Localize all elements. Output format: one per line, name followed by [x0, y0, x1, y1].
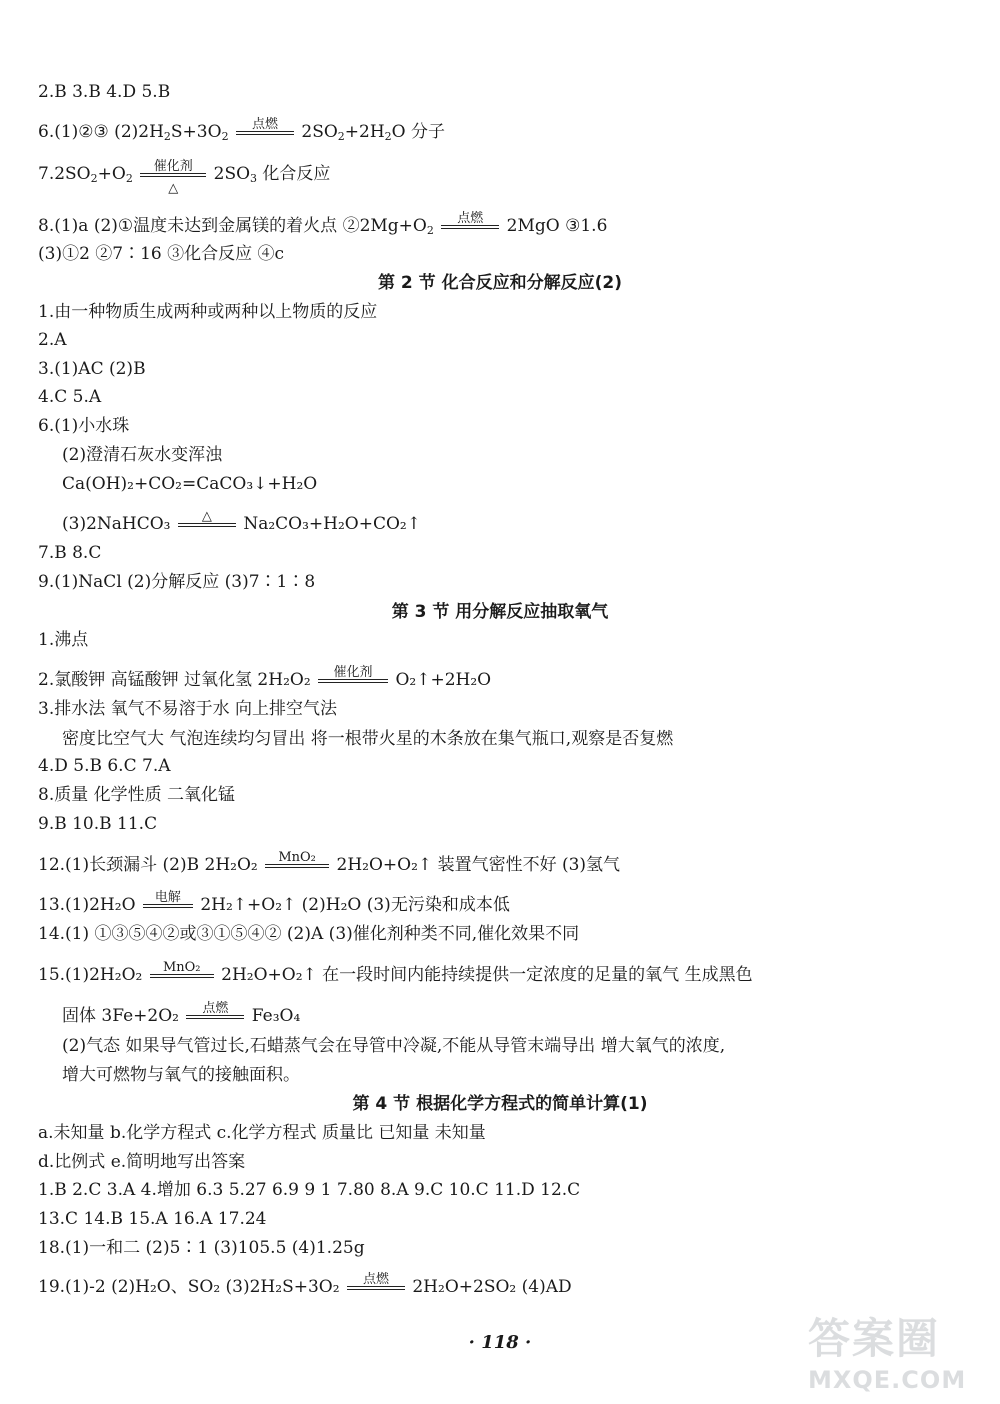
reaction-condition: 点燃	[186, 1005, 244, 1029]
reaction-condition: 点燃	[236, 121, 294, 145]
answer-line: Ca(OH)₂+CO₂=CaCO₃↓+H₂O	[62, 474, 318, 494]
reaction-condition: 催化剂	[318, 669, 388, 693]
answer-line: (3)2NaHCO₃ △ Na₂CO₃+H₂O+CO₂↑	[62, 512, 421, 537]
answer-line: 9.B 10.B 11.C	[38, 814, 158, 834]
answer-line: 18.(1)一和二 (2)5∶1 (3)105.5 (4)1.25g	[38, 1238, 365, 1258]
reaction-condition: △	[178, 513, 236, 537]
answer-line: a.未知量 b.化学方程式 c.化学方程式 质量比 已知量 未知量	[38, 1123, 486, 1143]
answer-line: 3.(1)AC (2)B	[38, 359, 146, 379]
answer-line: 密度比空气大 气泡连续均匀冒出 将一根带火星的木条放在集气瓶口,观察是否复燃	[62, 729, 674, 749]
watermark-logo: 答案圈 MXQE.COM	[808, 1314, 967, 1394]
answer-line: 1.沸点	[38, 630, 89, 650]
answer-line: 8.(1)a (2)①温度未达到金属镁的着火点 $②2Mg+O_2$ 点燃 2MgO ③1.6	[38, 210, 608, 237]
answer-line: 3.排水法 氧气不易溶于水 向上排空气法	[38, 699, 338, 719]
answer-line: 14.(1) ①③⑤④②或③①⑤④② (2)A (3)催化剂种类不同,催化效果不同	[38, 924, 580, 944]
answer-line: 13.C 14.B 15.A 16.A 17.24	[38, 1209, 267, 1229]
answer-line: (2)气态 如果导气管过长,石蜡蒸气会在导管中冷凝,不能从导管末端导出 增大氧气的浓度,	[62, 1036, 726, 1056]
answer-line: 7.B 8.C	[38, 543, 102, 563]
page-number: · 118 ·	[468, 1332, 532, 1353]
reaction-condition: 点燃	[347, 1276, 405, 1300]
answer-line: 9.(1)NaCl (2)分解反应 (3)7∶1∶8	[38, 572, 316, 592]
answer-line: 增大可燃物与氧气的接触面积。	[62, 1065, 300, 1085]
answer-line: 19.(1)-2 (2)H₂O、SO₂ (3)2H₂S+3O₂ 点燃 2H₂O+2SO₂ (4)AD	[38, 1275, 572, 1300]
answer-line: 8.质量 化学性质 二氧化锰	[38, 785, 236, 805]
reaction-condition: MnO₂	[150, 964, 214, 988]
section-heading: 第 4 节 根据化学方程式的简单计算(1)	[352, 1094, 648, 1114]
reaction-condition: MnO₂	[265, 854, 329, 878]
answer-line: 固体 3Fe+2O₂ 点燃 Fe₃O₄	[62, 1004, 300, 1029]
section-heading: 第 2 节 化合反应和分解反应(2)	[378, 273, 622, 293]
answer-line: 13.(1)2H₂O 电解 2H₂↑+O₂↑ (2)H₂O (3)无污染和成本低	[38, 893, 510, 918]
answer-line: 4.C 5.A	[38, 387, 102, 407]
reaction-condition: 电解	[143, 894, 193, 918]
answer-line: 6.(1)②③ $(2)2H_2S+3O_2$ 点燃 $2SO_2+2H_2O$ 分子	[38, 116, 446, 143]
answer-line: (3)①2 ②7∶16 ③化合反应 ④c	[38, 244, 285, 264]
reaction-condition: 点燃	[441, 215, 499, 239]
answer-line: 4.D 5.B 6.C 7.A	[38, 756, 171, 776]
answer-line: 6.(1)小水珠	[38, 416, 130, 436]
section-heading: 第 3 节 用分解反应抽取氧气	[391, 602, 609, 622]
reaction-condition: 催化剂 △	[140, 163, 206, 187]
answer-line: (2)澄清石灰水变浑浊	[62, 445, 223, 465]
answer-line: d.比例式 e.简明地写出答案	[38, 1152, 246, 1172]
answer-line: $7.2SO_2+O_2$ 催化剂 △ $2SO_3$ 化合反应	[38, 158, 331, 196]
answer-line: 15.(1)2H₂O₂ MnO₂ 2H₂O+O₂↑ 在一段时间内能持续提供一定浓度的足量的氧气 生成黑色	[38, 963, 753, 988]
answer-line: 2.氯酸钾 高锰酸钾 过氧化氢 2H₂O₂ 催化剂 O₂↑+2H₂O	[38, 668, 491, 693]
answer-line: 2.B 3.B 4.D 5.B	[38, 82, 171, 102]
answer-line: 1.B 2.C 3.A 4.增加 6.3 5.27 6.9 9 1 7.80 8.A 9.C 10.C 11.D 12.C	[38, 1180, 581, 1200]
answer-line: 1.由一种物质生成两种或两种以上物质的反应	[38, 302, 378, 322]
answer-line: 12.(1)长颈漏斗 (2)B 2H₂O₂ MnO₂ 2H₂O+O₂↑ 装置气密性不好 (3)氢气	[38, 853, 620, 878]
answer-line: 2.A	[38, 330, 67, 350]
